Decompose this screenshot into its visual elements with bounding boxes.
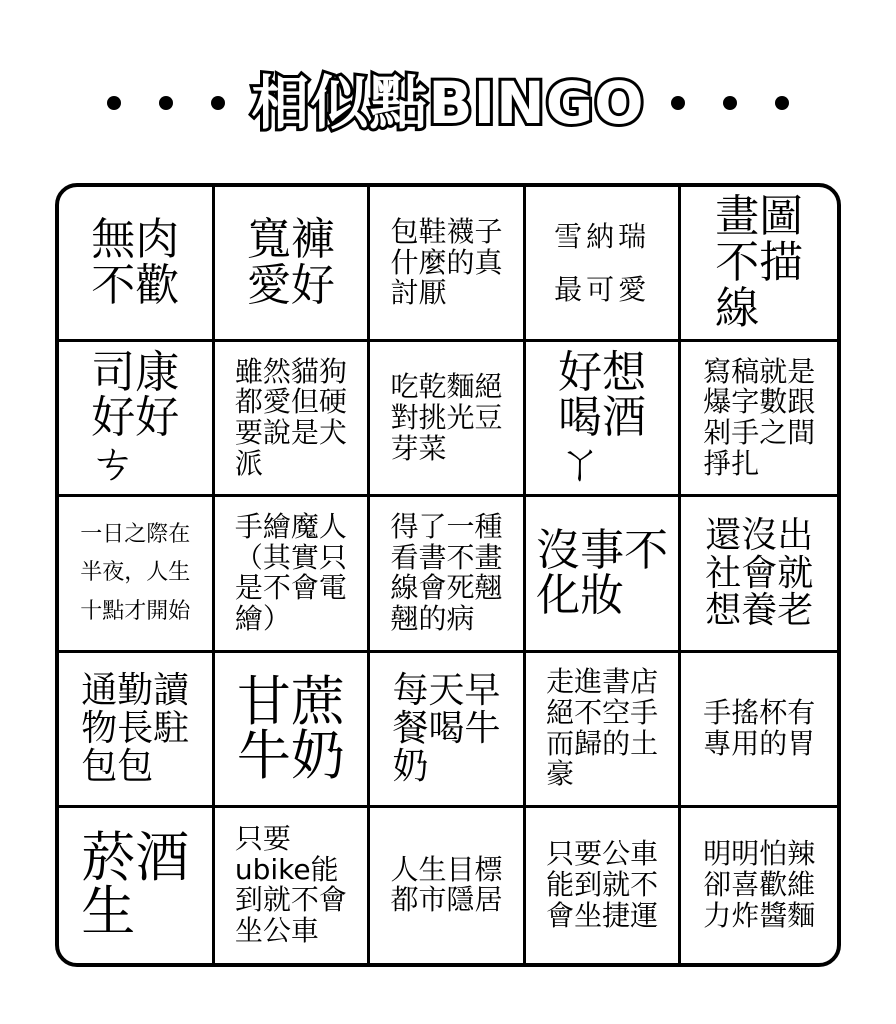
bingo-cell[interactable] (59, 342, 215, 497)
cell-text: 一日之際在 半夜，人生 十點才開始 (80, 521, 191, 624)
bingo-cell[interactable] (526, 342, 682, 497)
bingo-cell[interactable] (59, 653, 215, 808)
cell-text: 通勤讀 物長駐 包包 (81, 670, 190, 787)
bingo-cell[interactable] (215, 187, 371, 342)
cell-text: 只要公車 能到就不 會坐捷運 (546, 837, 659, 932)
dot (211, 96, 225, 110)
bingo-cell[interactable] (681, 808, 837, 963)
bingo-cell[interactable] (681, 497, 837, 652)
dot (775, 96, 789, 110)
bingo-cell[interactable] (215, 342, 371, 497)
bingo-cell[interactable] (526, 653, 682, 808)
bingo-cell[interactable] (215, 808, 371, 963)
cell-text: 寫稿就是 爆字數跟 剁手之間 掙扎 (703, 354, 816, 481)
bingo-cell[interactable] (526, 497, 682, 652)
cell-text: 手繪魔人 （其實只 是不會電 繪） (234, 509, 347, 636)
dot (107, 96, 121, 110)
bingo-cell[interactable] (370, 497, 526, 652)
bingo-cell[interactable] (526, 187, 682, 342)
cell-text: 畫圖 不描 線 (715, 191, 804, 334)
cell-text: 包鞋襪子 什麼的真 討厭 (390, 214, 503, 310)
cell-text: 沒事不 化妝 (536, 524, 669, 622)
cell-text: 司康 好好 ㄘ (91, 346, 180, 490)
header (0, 58, 896, 148)
bingo-cell[interactable] (526, 808, 682, 963)
bingo-title: 相似點BINGO (251, 69, 645, 137)
cell-text: 吃乾麵絕 對挑光豆 芽菜 (390, 370, 503, 465)
cell-text: 只要 ubike能 到就不會 坐公車 (234, 821, 347, 948)
bingo-cell[interactable] (59, 497, 215, 652)
cell-text: 還沒出 社會就 想養老 (705, 514, 814, 632)
bingo-cell[interactable] (215, 653, 371, 808)
cell-text: 好想 喝酒 ㄚ (558, 346, 647, 490)
bingo-cell[interactable] (215, 497, 371, 652)
cell-text: 無肉 不歡 (91, 214, 180, 312)
bingo-grid (55, 183, 841, 967)
cell-text: 人生目標 都市隱居 (390, 852, 503, 917)
cell-text: 走進書店 絕不空手 而歸的土 豪 (546, 665, 659, 791)
bingo-cell[interactable] (370, 808, 526, 963)
bingo-cell[interactable] (59, 187, 215, 342)
cell-text: 甘蔗 牛奶 (236, 669, 345, 787)
cell-text: 菸酒 生 (81, 826, 190, 944)
bingo-cell[interactable] (370, 342, 526, 497)
cell-text: 手搖杯有 專用的胃 (703, 695, 816, 760)
bingo-cell[interactable] (681, 342, 837, 497)
bingo-cell[interactable] (681, 653, 837, 808)
cell-text: 明明怕辣 卻喜歡維 力炸醬麵 (703, 837, 816, 932)
bingo-cell[interactable] (370, 187, 526, 342)
bingo-cell[interactable] (59, 808, 215, 963)
dot (723, 96, 737, 110)
cell-text: 得了一種 看書不畫 線會死翹 翹的病 (390, 509, 503, 636)
left-dots (107, 96, 225, 110)
right-dots (671, 96, 789, 110)
cell-text: 雖然貓狗 都愛但硬 要說是犬 派 (234, 354, 347, 481)
bingo-cell[interactable] (370, 653, 526, 808)
cell-text: 寬褲 愛好 (246, 214, 335, 312)
cell-text: 雪納瑞 最可愛 (554, 219, 651, 307)
dot (671, 96, 685, 110)
cell-text: 每天早 餐喝牛 奶 (392, 670, 501, 787)
dot (159, 96, 173, 110)
bingo-cell[interactable] (681, 187, 837, 342)
